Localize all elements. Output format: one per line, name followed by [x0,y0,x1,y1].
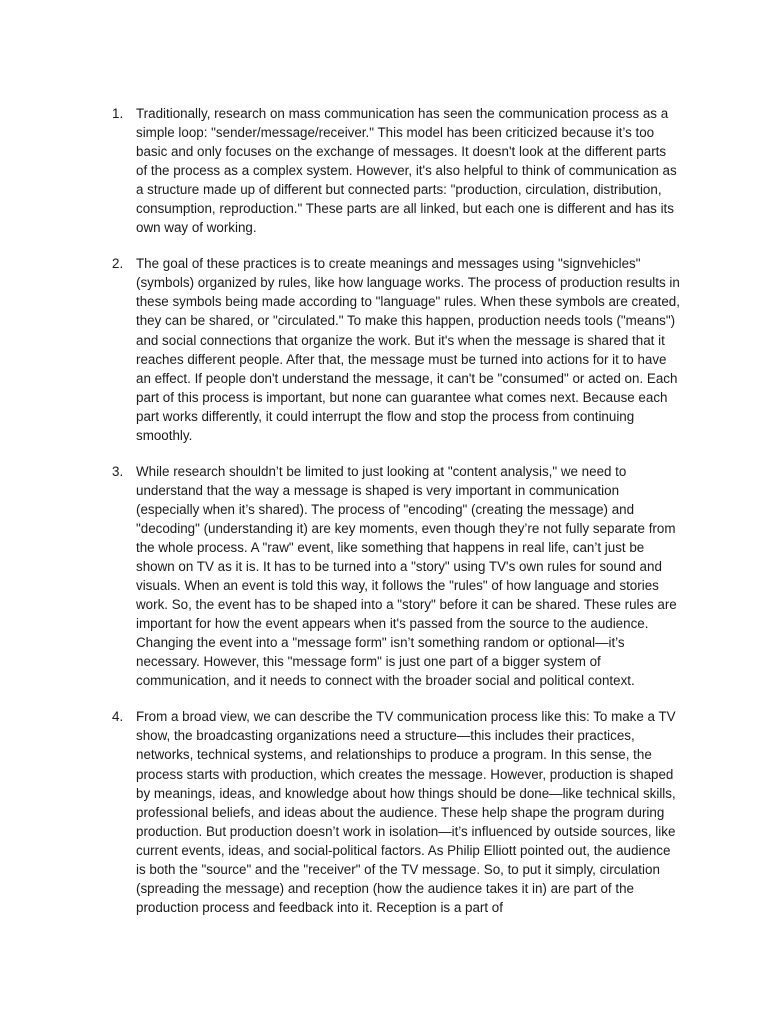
numbered-list [108,104,680,934]
list-item-text: From a broad view, we can describe the TV communication process like this: To make a TV show, the broadcasting organizations need a structure—this includes their practices, networks, technical systems, and relationships to produce a program. In this sense, the process starts with production, which creates the message. However, production is shaped by meanings, ideas, and knowledge about how things should be done—like technical skills, professional beliefs, and ideas about the audience. These help shape the program during production. But production doesn’t work in isolation—it’s influenced by outside sources, like current events, ideas, and social-political factors. As Philip Elliott pointed out, the audience is both the "source" and the "receiver" of the TV message. So, to put it simply, circulation (spreading the message) and reception (how the audience takes it in) are part of the production process and feedback into it. Reception is a part of [136,709,676,915]
list-item [108,462,680,691]
list-item [108,707,680,917]
list-item-number: 1. [112,106,124,121]
list-item-text: Traditionally, research on mass communication has seen the communication process as a simple loop: "sender/message/receiver." This model has been criticized because it’s too basic and only focuses on the exchange of messages. It doesn't look at the different parts of the process as a complex system. However, it's also helpful to think of communication as a structure made up of different but connected parts: "production, circulation, distribution, consumption, reproduction." These parts are all linked, but each one is different and has its own way of working. [136,106,677,236]
list-item-number: 3. [112,463,124,479]
list-item-text: While research shouldn’t be limited to just looking at "content analysis," we need to understand that the way a message is shaped is very important in communication (especially when it’s shared). The process of "encoding" (creating the message) and "decoding" (understanding it) are key moments, even though they’re not fully separate from the whole process. A "raw" event, like something that happens in real life, can’t just be shown on TV as it is. It has to be turned into a "story" using TV's own rules for sound and visuals. When an event is told this way, it follows the "rules" of how language and stories work. So, the event has to be shaped into a "story" before it can be shared. These rules are important for how the event appears when it's passed from the source to the audience. Changing the event into a "message form" isn’t something random or optional—it’s necessary. However, this "message form" is just one part of a bigger system of communication, and it needs to connect with the broader social and political context. [136,463,677,689]
list-item-number: 4. [112,709,124,725]
list-item [108,254,680,444]
list-item-number: 2. [112,256,124,272]
list-item-text: The goal of these practices is to create meanings and messages using "signvehicles" (symbols) organized by rules, like how language works. The process of production results in these symbols being made according to "language" rules. When these symbols are created, they can be shared, or "circulated." To make this happen, production needs tools ("means") and social connections that organize the work. But it's when the message is shared that it reaches different people. After that, the message must be turned into actions for it to have an effect. If people don't understand the message, it can't be "consumed" or acted on. Each part of this process is important, but none can guarantee what comes next. Because each part works differently, it could interrupt the flow and stop the process from continuing smoothly. [136,256,680,443]
list-item [108,104,680,237]
